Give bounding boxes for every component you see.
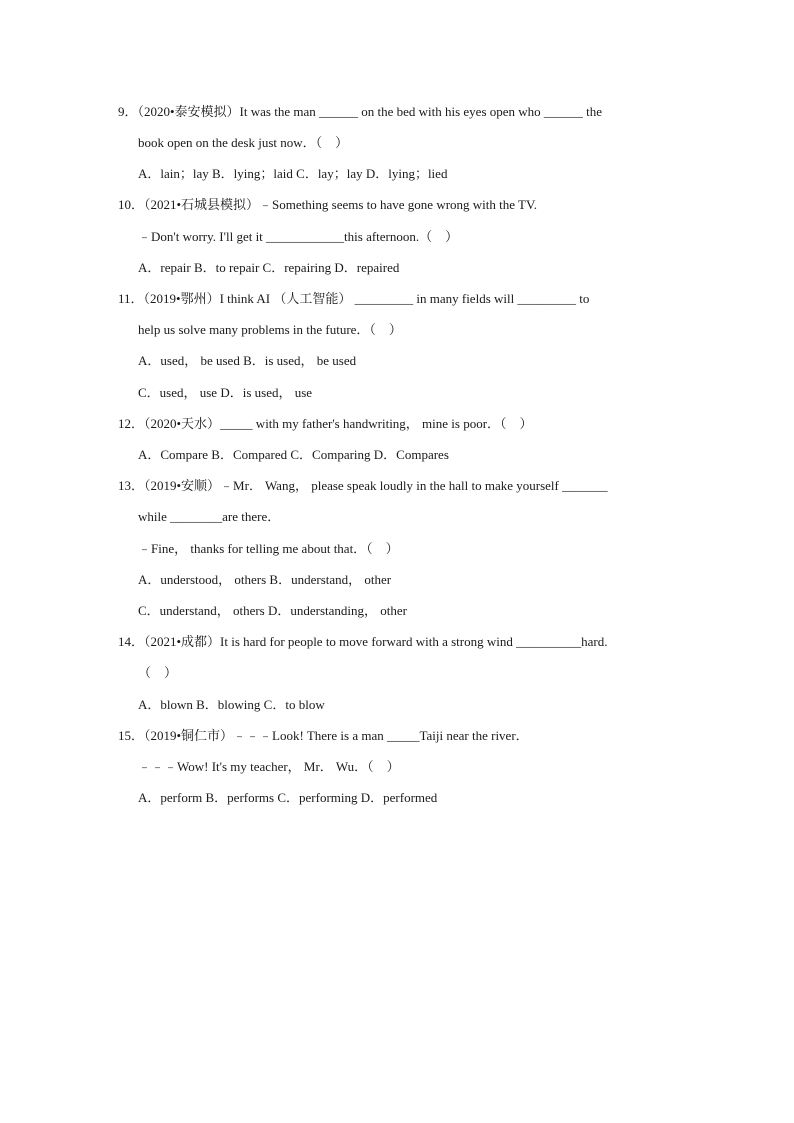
question-10-dialogue: ﹣Don't worry. I'll get it ____________this afternoon.（ ） xyxy=(138,229,459,244)
question-10-stem: 10．（2021•石城县模拟）﹣Something seems to have gone wrong with the TV. xyxy=(118,197,537,212)
question-15-dialogue: ﹣﹣﹣Wow! It's my teacher， Mr． Wu．（ ） xyxy=(138,759,400,774)
question-9-stem: 9．（2020•泰安模拟）It was the man ______ on the bed with his eyes open who ______ the xyxy=(118,104,603,119)
question-13-dialogue: ﹣Fine， thanks for telling me about that．（ ） xyxy=(138,541,399,556)
question-13-stem: 13．（2019•安顺）﹣Mr． Wang， please speak loudly in the hall to make yourself _______ xyxy=(118,478,608,493)
question-10-options: A．repair B．to repair C．repairing D．repaired xyxy=(138,260,400,275)
question-14-options: A．blown B．blowing C．to blow xyxy=(138,697,325,712)
question-11-stem: 11．（2019•鄂州）I think AI （人工智能） _________ in many fields will _________ to xyxy=(118,291,590,306)
question-11-options-2: C．used， use D．is used， use xyxy=(138,385,313,400)
question-11-stem-cont: help us solve many problems in the future．（ ） xyxy=(138,322,402,337)
question-14-stem: 14．（2021•成都）It is hard for people to move forward with a strong wind __________hard. xyxy=(118,634,608,649)
question-11-options-1: A．used， be used B．is used， be used xyxy=(138,353,357,368)
question-12-options: A．Compare B．Compared C．Comparing D．Compares xyxy=(138,447,449,462)
question-9-options: A．lain；lay B．lying；laid C．lay；lay D．lying；lied xyxy=(138,166,448,181)
question-13-stem-cont: while ________are there． xyxy=(138,509,281,524)
question-12-stem: 12．（2020•天水）_____ with my father's handwriting， mine is poor．（ ） xyxy=(118,416,533,431)
question-15-stem: 15．（2019•铜仁市）﹣﹣﹣Look! There is a man _____Taiji near the river． xyxy=(118,728,529,743)
question-14-answer-bracket: （ ） xyxy=(138,665,178,680)
question-13-options-1: A．understood， others B．understand， other xyxy=(138,572,392,587)
question-9-stem-cont: book open on the desk just now．（ ） xyxy=(138,135,349,150)
question-15-options: A．perform B．performs C．performing D．performed xyxy=(138,790,438,805)
question-13-options-2: C．understand， others D．understanding， other xyxy=(138,603,407,618)
